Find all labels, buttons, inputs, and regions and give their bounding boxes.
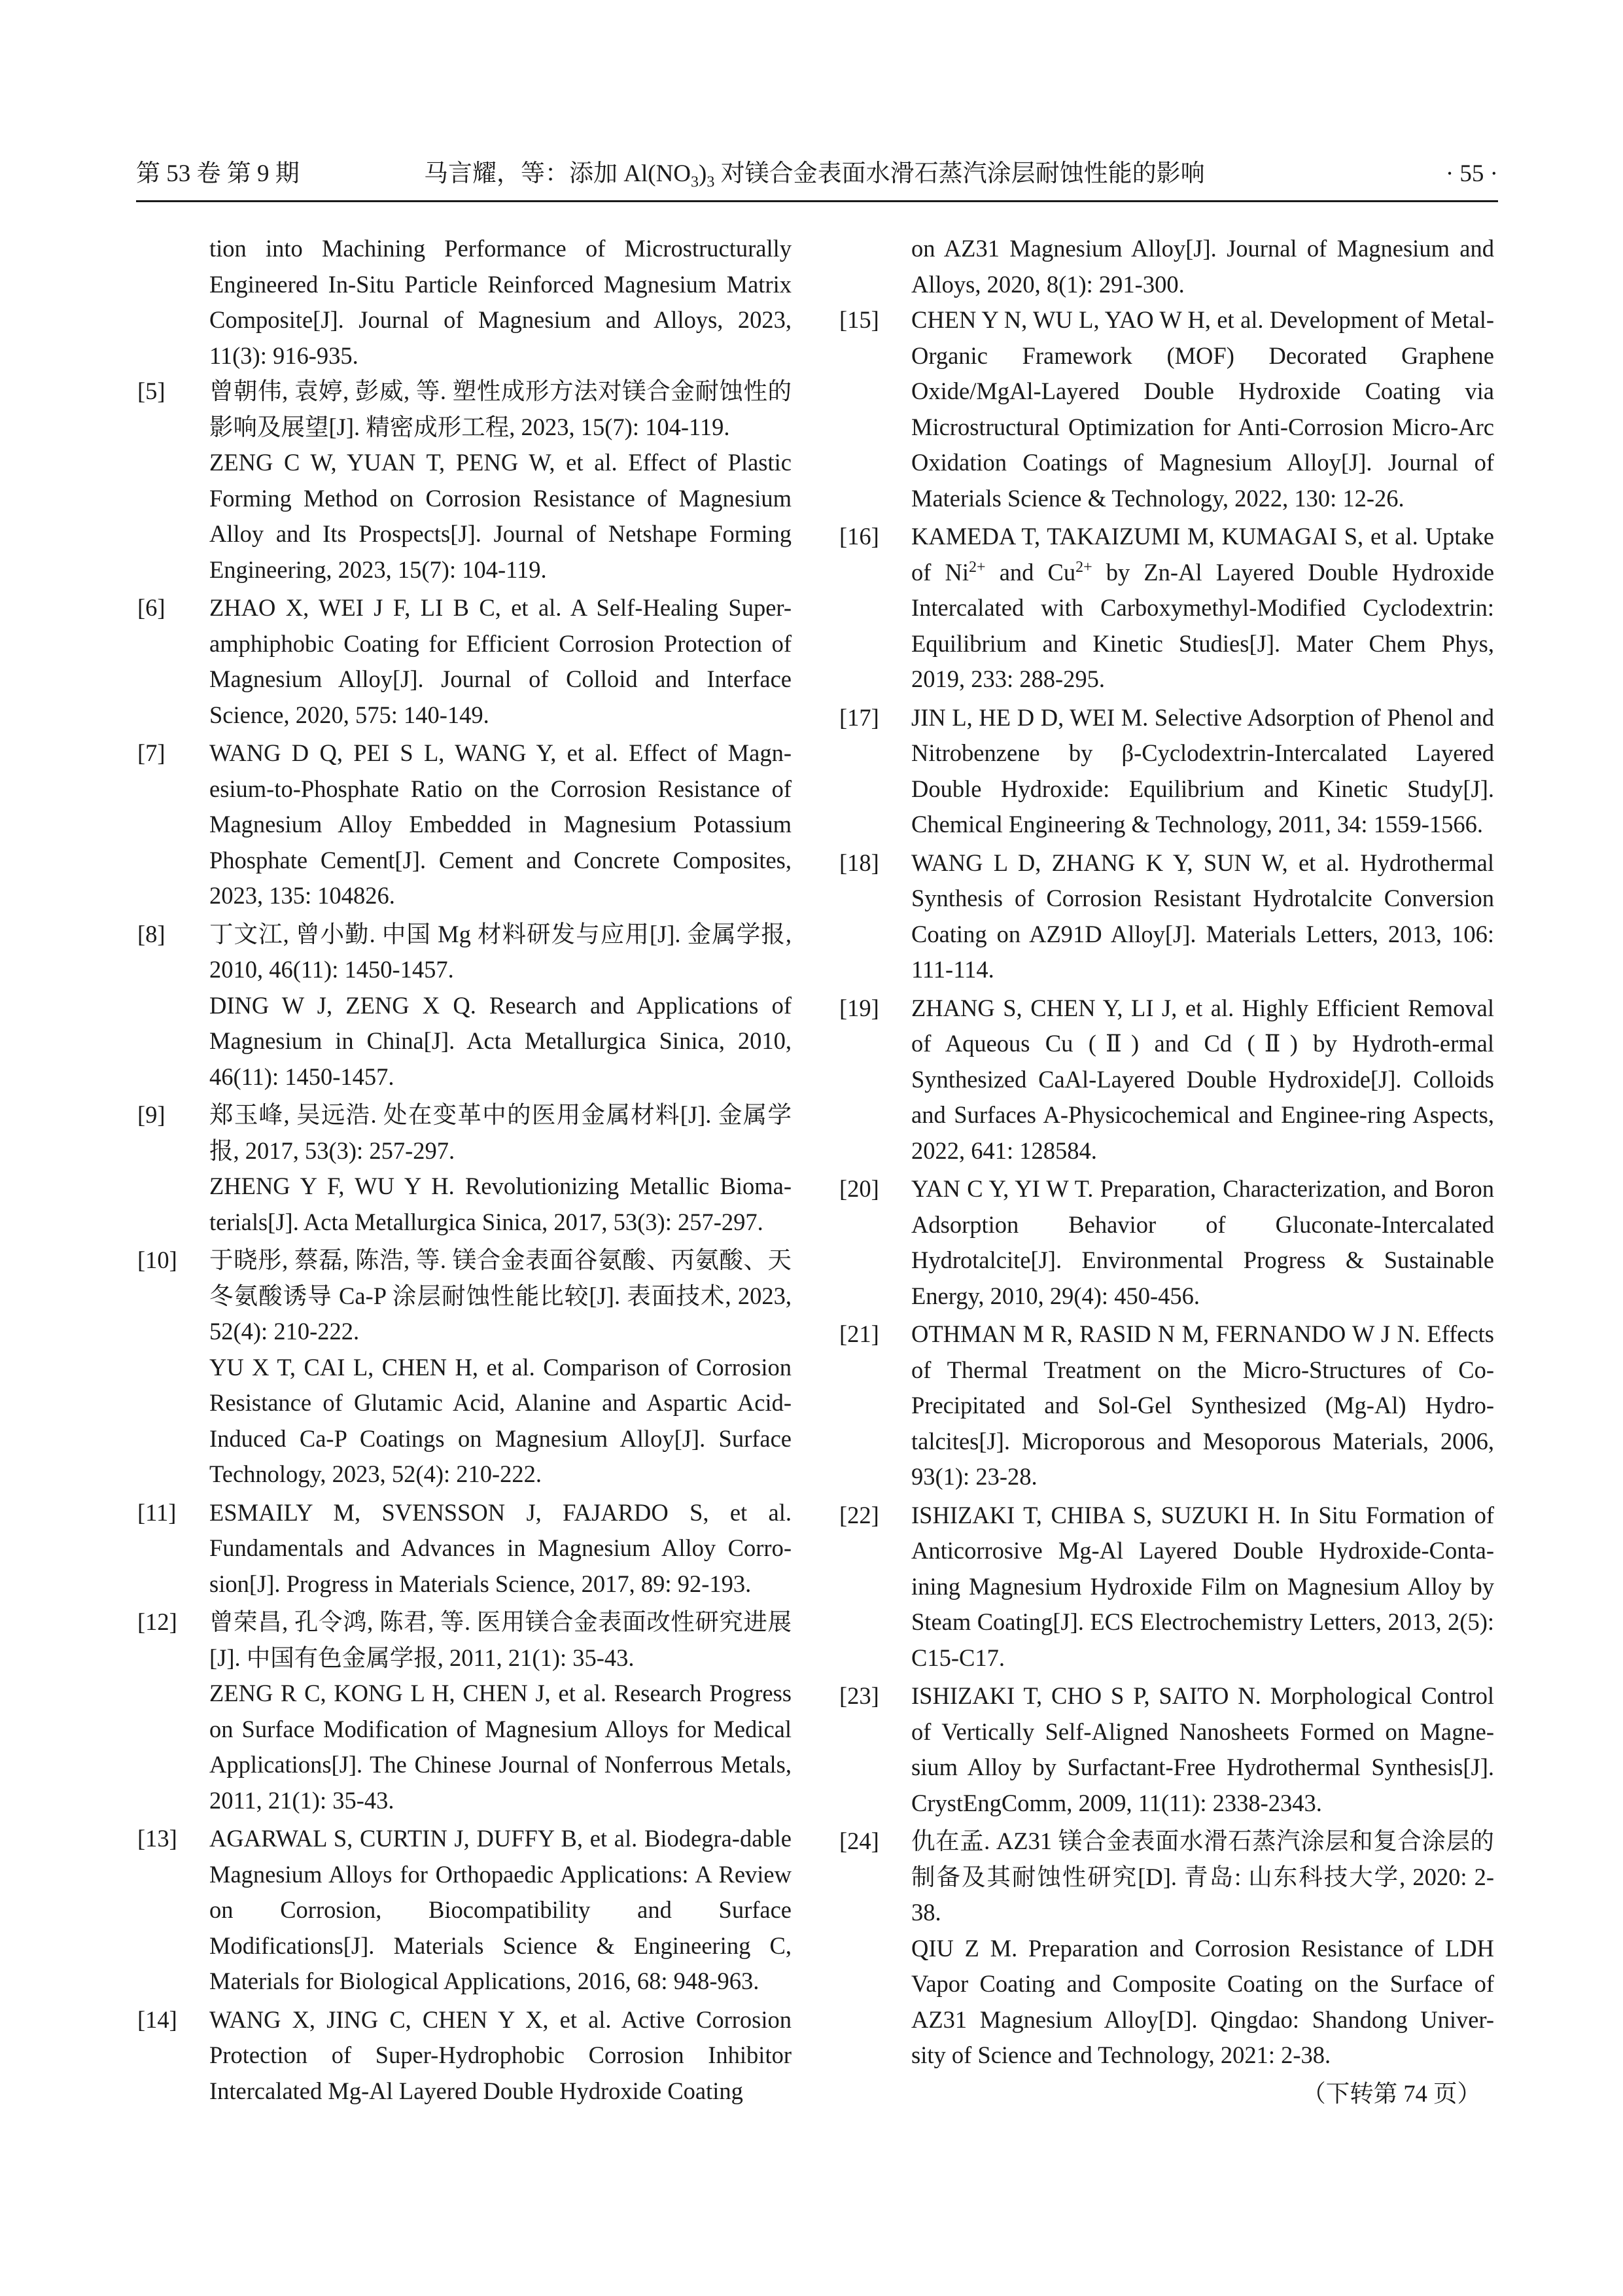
reference-text: WANG L D, ZHANG K Y, SUN W, et al. Hydrothermal Synthesis of Corrosion Resistant Hydrotalcite Conversion Coating on AZ91D Alloy[J]. Materials Letters, 2013, 106: 111-114. xyxy=(911,849,1494,983)
superscript: 2+ xyxy=(969,558,986,576)
reference-number: [12] xyxy=(137,1608,177,1635)
reference-number: [18] xyxy=(839,849,879,876)
reference-item xyxy=(839,1316,1494,1495)
reference-item xyxy=(137,590,792,733)
reference-number: [16] xyxy=(839,523,879,550)
reference-item xyxy=(839,700,1494,843)
reference-number: [17] xyxy=(839,703,879,731)
title-part-1: 马言耀，等：添加 Al(NO xyxy=(424,160,691,187)
reference-item xyxy=(137,1495,792,1602)
reference-number: [13] xyxy=(137,1825,177,1852)
left-column xyxy=(137,231,792,2111)
reference-translation: QIU Z M. Preparation and Corrosion Resistance of LDH Vapor Coating and Composite Coating on the Surface of AZ31 Magnesium Alloy[D]. Qingdao: Shandong Univer-sity of Science and Technology, 2021: 2-38. xyxy=(911,1934,1494,2068)
reference-item xyxy=(839,519,1494,698)
reference-text: JIN L, HE D D, WEI M. Selective Adsorption of Phenol and Nitrobenzene by β-Cyclodextrin-Intercalated Layered Double Hydroxide: Equilibrium and Kinetic Study[J]. Chemical Engineering & Technology, 2011, 34: 1559-1566. xyxy=(911,703,1494,838)
reference-translation: ZENG R C, KONG L H, CHEN J, et al. Research Progress on Surface Modification of Magnesium Alloys for Medical Applications[J]. The Chinese Journal of Nonferrous Metals, 2011, 21(1): 35-43. xyxy=(209,1680,792,1814)
reference-number: [9] xyxy=(137,1101,166,1128)
reference-text: ISHIZAKI T, CHIBA S, SUZUKI H. In Situ Formation of Anticorrosive Mg-Al Layered Double Hydroxide-Conta-ining Magnesium Hydroxide Film on Magnesium Alloy by Steam Coating[J]. ECS Electrochemistry Letters, 2013, 2(5): C15-C17. xyxy=(911,1501,1494,1671)
reference-number: [15] xyxy=(839,306,879,333)
reference-item xyxy=(839,302,1494,516)
reference-text: WANG X, JING C, CHEN Y X, et al. Active Corrosion Protection of Super-Hydrophobic Corrosion Inhibitor Intercalated Mg-Al Layered Double Hydroxide Coating xyxy=(209,2005,792,2104)
reference-text: OTHMAN M R, RASID N M, FERNANDO W J N. Effects of Thermal Treatment on the Micro-Structures of Co-Precipitated and Sol-Gel Synthesized (Mg-Al) Hydro-talcites[J]. Microporous and Mesoporous Materials, 2006, 93(1): 23-28. xyxy=(911,1320,1494,1490)
reference-text-part: and Cu xyxy=(985,558,1076,586)
continued-note: （下转第 74 页） xyxy=(1302,2079,1481,2107)
reference-text: 郑玉峰, 吴远浩. 处在变革中的医用金属材料[J]. 金属学报, 2017, 53(3): 257-297. xyxy=(209,1101,792,1164)
reference-text xyxy=(911,519,1494,698)
reference-item xyxy=(137,1243,792,1492)
reference-text: ISHIZAKI T, CHO S P, SAITO N. Morphological Control of Vertically Self-Aligned Nanosheets Formed on Magne-sium Alloy by Surfactant-Free Hydrothermal Synthesis[J]. CrystEngComm, 2009, 11(11): 2338-2343. xyxy=(911,1682,1494,1816)
reference-number: [22] xyxy=(839,1501,879,1528)
reference-item xyxy=(839,991,1494,1169)
volume-issue: 第 53 卷 第 9 期 xyxy=(136,160,300,187)
reference-item xyxy=(839,845,1494,988)
reference-item xyxy=(137,1604,792,1818)
reference-number: [10] xyxy=(137,1246,177,1273)
reference-number: [7] xyxy=(137,739,166,766)
reference-translation: ZHENG Y F, WU Y H. Revolutionizing Metallic Bioma-terials[J]. Acta Metallurgica Sinica, 2017, 53(3): 257-297. xyxy=(209,1173,792,1235)
reference-number: [6] xyxy=(137,594,166,621)
reference-text: AGARWAL S, CURTIN J, DUFFY B, et al. Biodegra-dable Magnesium Alloys for Orthopaedic Applications: A Review on Corrosion, Biocompatibility and Surface Modifications[J]. Materials Science & Engineering C, Materials for Biological Applications, 2016, 68: 948-963. xyxy=(209,1825,792,1994)
reference-text: ESMAILY M, SVENSSON J, FAJARDO S, et al. Fundamentals and Advances in Magnesium Alloy Corro-sion[J]. Progress in Materials Science, 2017, 89: 92-193. xyxy=(209,1498,792,1597)
reference-text: CHEN Y N, WU L, YAO W H, et al. Development of Metal-Organic Framework (MOF) Decorated Graphene Oxide/MgAl-Layered Double Hydroxide Coating via Microstructural Optimization for Anti-Corrosion Micro-Arc Oxidation Coatings of Magnesium Alloy[J]. Journal of Materials Science & Technology, 2022, 130: 12-26. xyxy=(911,306,1494,512)
reference-item xyxy=(137,1097,792,1240)
reference-text: 曾荣昌, 孔令鸿, 陈君, 等. 医用镁合金表面改性研究进展[J]. 中国有色金属学报, 2011, 21(1): 35-43. xyxy=(209,1608,792,1671)
superscript: 2+ xyxy=(1075,558,1092,576)
reference-text: 丁文江, 曾小勤. 中国 Mg 材料研发与应用[J]. 金属学报, 2010, 46(11): 1450-1457. xyxy=(209,920,792,983)
reference-continuation: tion into Machining Performance of Microstructurally Engineered In-Situ Particle Reinforced Magnesium Matrix Composite[J]. Journal of Magnesium and Alloys, 2023, 11(3): 916-935. xyxy=(209,235,792,369)
title-subscript-1: 3 xyxy=(691,173,699,191)
running-title xyxy=(424,157,1205,191)
reference-item xyxy=(137,735,792,914)
reference-text-part: by Zn-Al Layered Double Hydroxide Intercalated with Carboxymethyl-Modified Cyclodextrin: Equilibrium and Kinetic Studies[J]. Mater Chem Phys, 2019, 233: 288-295. xyxy=(911,558,1495,692)
reference-number: [21] xyxy=(839,1320,879,1347)
reference-number: [20] xyxy=(839,1175,879,1202)
reference-text: 仇在孟. AZ31 镁合金表面水滑石蒸汽涂层和复合涂层的制备及其耐蚀性研究[D]. 青岛: 山东科技大学, 2020: 2-38. xyxy=(911,1828,1494,1926)
reference-item xyxy=(137,1821,792,2000)
reference-text: WANG D Q, PEI S L, WANG Y, et al. Effect of Magn-esium-to-Phosphate Ratio on the Corrosion Resistance of Magnesium Alloy Embedded in Magnesium Potassium Phosphate Cement[J]. Cement and Concrete Composites, 2023, 135: 104826. xyxy=(209,739,792,909)
reference-translation: YU X T, CAI L, CHEN H, et al. Comparison of Corrosion Resistance of Glutamic Acid, Alanine and Aspartic Acid-Induced Ca-P Coatings on Magnesium Alloy[J]. Surface Technology, 2023, 52(4): 210-222. xyxy=(209,1353,792,1487)
reference-text: ZHAO X, WEI J F, LI B C, et al. A Self-Healing Super-amphiphobic Coating for Efficient Corrosion Protection of Magnesium Alloy[J]. Journal of Colloid and Interface Science, 2020, 575: 140-149. xyxy=(209,594,792,728)
page-number: · 55 · xyxy=(1445,160,1498,187)
reference-item xyxy=(137,917,792,1095)
reference-item xyxy=(839,1824,1494,2074)
title-subscript-2: 3 xyxy=(707,173,715,191)
reference-continuation: on AZ31 Magnesium Alloy[J]. Journal of Magnesium and Alloys, 2020, 8(1): 291-300. xyxy=(911,235,1494,298)
reference-item xyxy=(839,1171,1494,1314)
reference-item xyxy=(839,1678,1494,1821)
reference-text: 于晓彤, 蔡磊, 陈浩, 等. 镁合金表面谷氨酸、丙氨酸、天冬氨酸诱导 Ca-P 涂层耐蚀性能比较[J]. 表面技术, 2023, 52(4): 210-222. xyxy=(209,1246,792,1345)
reference-item xyxy=(137,2002,792,2110)
reference-translation: ZENG C W, YUAN T, PENG W, et al. Effect of Plastic Forming Method on Corrosion Resistance of Magnesium Alloy and Its Prospects[J]. Journal of Netshape Forming Engineering, 2023, 15(7): 104-119. xyxy=(209,449,792,583)
reference-number: [23] xyxy=(839,1682,879,1709)
running-header xyxy=(136,157,1498,199)
right-column xyxy=(839,231,1494,2111)
reference-translation: DING W J, ZENG X Q. Research and Applications of Magnesium in China[J]. Acta Metallurgica Sinica, 2010, 46(11): 1450-1457. xyxy=(209,991,792,1090)
reference-number: [8] xyxy=(137,920,166,947)
reference-number: [11] xyxy=(137,1498,177,1526)
reference-number: [19] xyxy=(839,994,879,1021)
reference-text: 曾朝伟, 袁婷, 彭威, 等. 塑性成形方法对镁合金耐蚀性的影响及展望[J]. 精密成形工程, 2023, 15(7): 104-119. xyxy=(209,378,792,440)
reference-text: YAN C Y, YI W T. Preparation, Characterization, and Boron Adsorption Behavior of Gluconate-Intercalated Hydrotalcite[J]. Environmental Progress & Sustainable Energy, 2010, 29(4): 450-456. xyxy=(911,1175,1494,1309)
reference-item xyxy=(137,374,792,588)
reference-text: ZHANG S, CHEN Y, LI J, et al. Highly Efficient Removal of Aqueous Cu (Ⅱ) and Cd (Ⅱ) by Hydroth-ermal Synthesized CaAl-Layered Double Hydroxide[J]. Colloids and Surfaces A-Physicochemical and Enginee-ring Aspects, 2022, 641: 128584. xyxy=(911,994,1494,1164)
title-part-3: 对镁合金表面水滑石蒸汽涂层耐蚀性能的影响 xyxy=(714,160,1205,187)
reference-number: [5] xyxy=(137,378,166,404)
title-part-2: ) xyxy=(699,160,707,187)
reference-number: [14] xyxy=(137,2005,177,2033)
reference-number: [24] xyxy=(839,1828,879,1854)
header-rule xyxy=(136,200,1498,202)
reference-text-part: KAMEDA T, TAKAIZUMI M, KUMAGAI S, et al. Uptake of Ni xyxy=(911,523,1494,586)
reference-item xyxy=(839,1498,1494,1676)
